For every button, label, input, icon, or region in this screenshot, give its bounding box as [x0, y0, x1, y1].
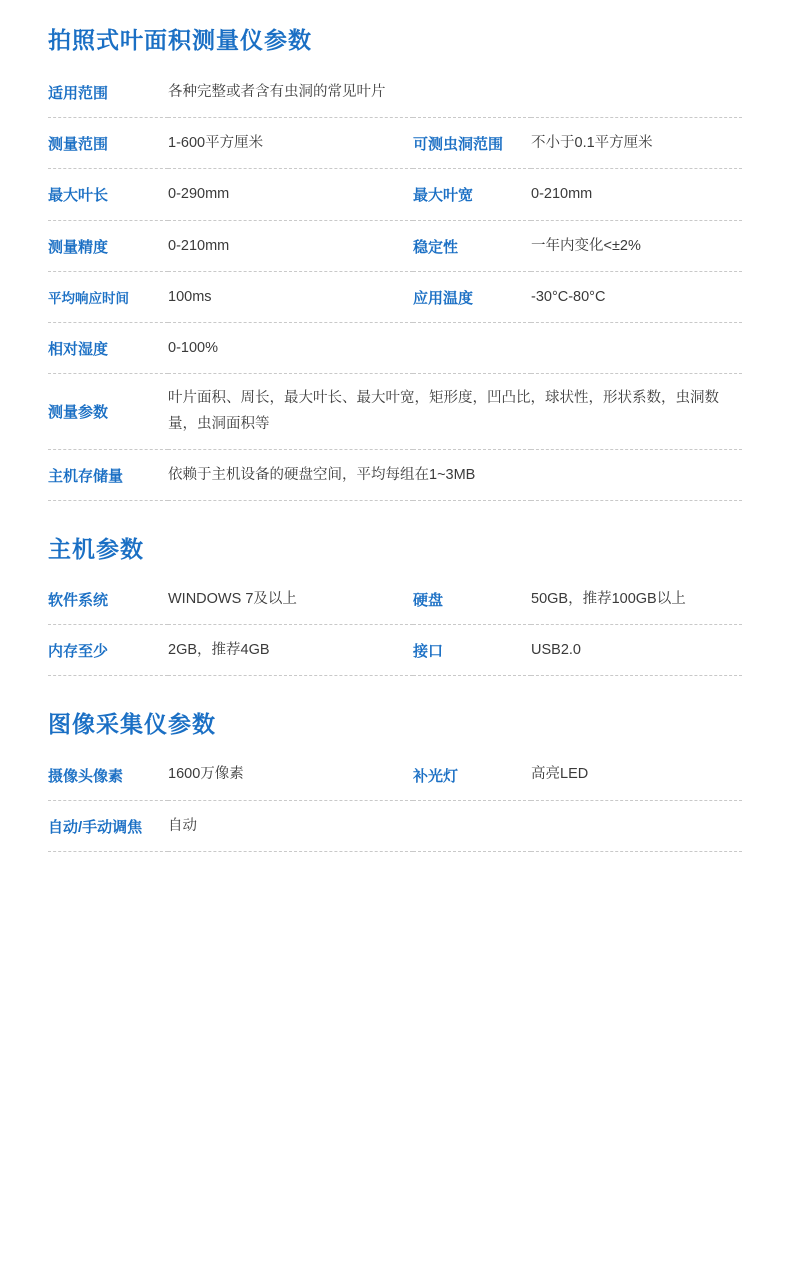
spec-value: 1600万像素 [168, 766, 244, 783]
spec-label: 主机存储量 [48, 467, 124, 485]
table-row [48, 374, 742, 450]
spec-value: 2GB，推荐4GB [168, 642, 270, 659]
spec-value: 高亮LED [531, 766, 589, 783]
spec-value: -30°C-80°C [531, 288, 606, 305]
table-row [48, 449, 742, 500]
spec-table-leaf-area-meter [48, 67, 742, 501]
spec-label: 最大叶宽 [413, 187, 474, 205]
spec-label: 摄像头像素 [48, 767, 124, 785]
spec-value: 自动 [168, 817, 197, 834]
spec-value: 0-100% [168, 339, 218, 356]
spec-table-host-params [48, 574, 742, 676]
table-row [48, 625, 742, 676]
section-title-camera-params: 图像采集仪参数 [48, 711, 216, 738]
spec-label: 应用温度 [413, 289, 474, 307]
spec-value: 0-290mm [168, 186, 230, 203]
spec-value: 0-210mm [168, 237, 230, 254]
table-row [48, 67, 742, 118]
spec-value: 各种完整或者含有虫洞的常见叶片 [168, 84, 386, 100]
spec-label: 最大叶长 [48, 187, 109, 205]
spec-value: 1-600平方厘米 [168, 135, 264, 152]
spec-label: 稳定性 [413, 238, 459, 256]
table-row [48, 169, 742, 220]
spec-label: 适用范围 [48, 85, 109, 103]
spec-label: 可测虫洞范围 [413, 136, 504, 154]
table-row [48, 271, 742, 322]
spec-value: USB2.0 [531, 642, 581, 659]
spec-value: 不小于0.1平方厘米 [531, 135, 653, 152]
spec-value: 50GB，推荐100GB以上 [531, 591, 686, 608]
spec-label: 内存至少 [48, 643, 109, 661]
spec-label: 软件系统 [48, 592, 109, 610]
spec-label: 平均响应时间 [48, 291, 129, 307]
table-row [48, 574, 742, 625]
table-row [48, 800, 742, 851]
spec-label: 自动/手动调焦 [48, 818, 143, 836]
section-title-leaf-area-meter: 拍照式叶面积测量仪参数 [48, 27, 312, 53]
spec-label: 测量范围 [48, 136, 109, 154]
spec-label: 相对湿度 [48, 341, 109, 359]
spec-label: 接口 [413, 643, 444, 661]
table-row [48, 118, 742, 169]
spec-label: 测量参数 [48, 404, 109, 421]
spec-value: 0-210mm [531, 186, 593, 203]
spec-label: 测量精度 [48, 238, 109, 256]
spec-value: 依赖于主机设备的硬盘空间，平均每组在1~3MB [168, 466, 476, 483]
table-row [48, 220, 742, 271]
table-row [48, 322, 742, 373]
spec-table-camera-params [48, 749, 742, 851]
section-title-host-params: 主机参数 [48, 536, 144, 563]
spec-value: WINDOWS 7及以上 [168, 591, 297, 608]
spec-label: 硬盘 [413, 592, 444, 610]
spec-value: 100ms [168, 288, 212, 305]
spec-label: 补光灯 [413, 767, 459, 785]
spec-value: 叶片面积、周长，最大叶长、最大叶宽，矩形度，凹凸比，球状性，形状系数，虫洞数量，虫洞面积等 [168, 390, 719, 432]
table-row [48, 749, 742, 800]
spec-value: 一年内变化<±2% [531, 237, 641, 254]
